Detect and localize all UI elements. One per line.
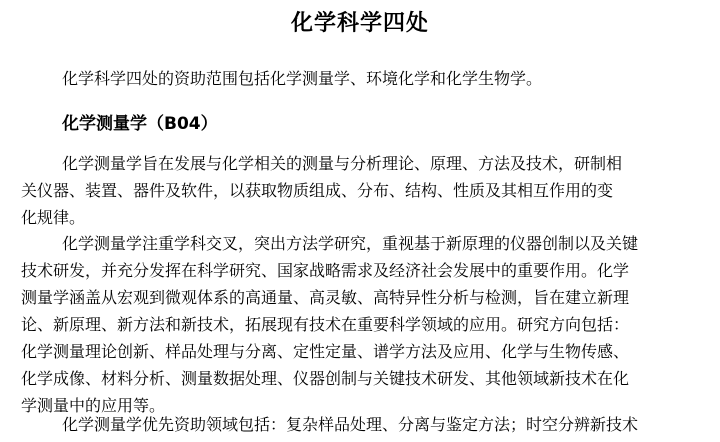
- paragraph-line: 化学测量学旨在发展与化学相关的测量与分析理论、原理、方法及技术，研制相: [62, 154, 623, 173]
- paragraph-line: 关仪器、装置、器件及软件，以获取物质组成、分布、结构、性质及其相互作用的变: [21, 181, 614, 200]
- section-heading: 化学测量学（B04）: [62, 114, 218, 134]
- paragraph-line: 测量学涵盖从宏观到微观体系的高通量、高灵敏、高特异性分析与检测，旨在建立新理: [21, 288, 630, 307]
- paragraph-line: 化学测量学优先资助领域包括：复杂样品处理、分离与鉴定方法；时空分辨新技术: [62, 415, 639, 434]
- paragraph-line: 论、新原理、新方法和新技术，拓展现有技术在重要科学领域的应用。研究方向包括：: [21, 315, 630, 334]
- body-paragraph: [21, 411, 701, 438]
- body-paragraph: [21, 230, 701, 419]
- paragraph-line: 化规律。: [21, 208, 86, 227]
- paragraph-line: 化学测量学注重学科交叉，突出方法学研究，重视基于新原理的仪器创制以及关键: [62, 234, 639, 253]
- paragraph-line: 化学测量理论创新、样品处理与分离、定性定量、谱学方法及应用、化学与生物传感、: [21, 342, 630, 361]
- paragraph-line: 学测量中的应用等。: [21, 396, 166, 415]
- paragraph-line: 技术研发，并充分发挥在科学研究、国家战略需求及经济社会发展中的重要作用。化学: [21, 261, 630, 280]
- intro-paragraph: 化学科学四处的资助范围包括化学测量学、环境化学和化学生物学。: [62, 69, 543, 88]
- body-paragraph: [21, 150, 701, 231]
- page-title: 化学科学四处: [290, 11, 429, 36]
- paragraph-line: 化学成像、材料分析、测量数据处理、仪器创制与关键技术研发、其他领域新技术在化: [21, 369, 630, 388]
